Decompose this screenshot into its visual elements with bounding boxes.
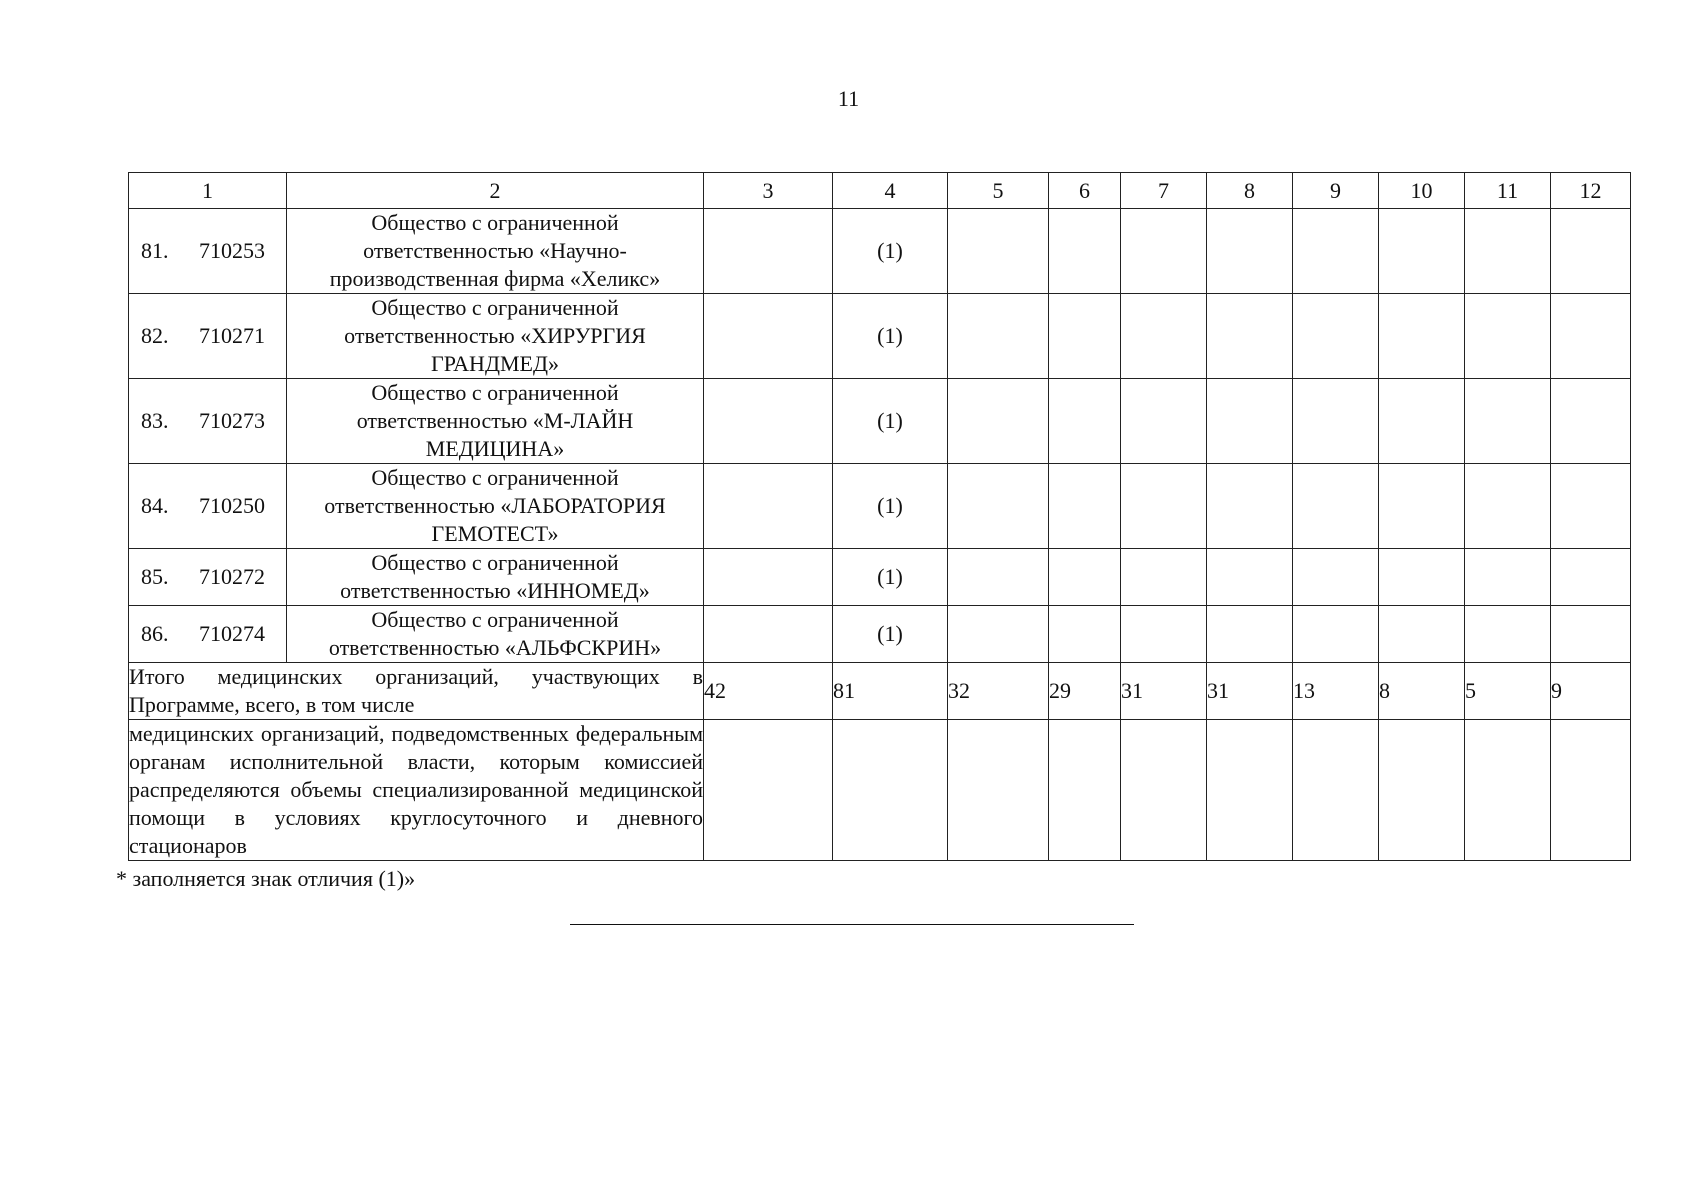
row-id-cell bbox=[129, 464, 287, 549]
column-number: 4 bbox=[833, 173, 948, 209]
subtotal-label: медицинских организаций, подведомственных федеральным органам исполнительной власти, которым комиссией распределяются объемы специализированной медицинской помощи в условиях круглосуточного и дневного стационаров bbox=[129, 720, 704, 861]
column-number: 9 bbox=[1293, 173, 1379, 209]
column-number: 1 bbox=[129, 173, 287, 209]
total-value: 81 bbox=[833, 663, 948, 720]
row-number: 85. bbox=[141, 564, 169, 589]
row-id-cell bbox=[129, 294, 287, 379]
total-value: 9 bbox=[1551, 663, 1631, 720]
row-number: 86. bbox=[141, 621, 169, 646]
table-row bbox=[129, 379, 1631, 464]
column-number: 10 bbox=[1379, 173, 1465, 209]
distinction-mark: (1) bbox=[833, 379, 948, 464]
organization-code: 710250 bbox=[199, 493, 265, 518]
distinction-mark: (1) bbox=[833, 606, 948, 663]
total-value: 13 bbox=[1293, 663, 1379, 720]
row-id-cell bbox=[129, 209, 287, 294]
column-number: 7 bbox=[1121, 173, 1207, 209]
organization-name: Общество с ограниченной ответственностью «ЛАБОРАТОРИЯ ГЕМОТЕСТ» bbox=[287, 464, 704, 549]
subtotal-row bbox=[129, 720, 1631, 861]
total-value: 31 bbox=[1121, 663, 1207, 720]
row-number: 82. bbox=[141, 323, 169, 348]
total-label: Итого медицинских организаций, участвующих в Программе, всего, в том числе bbox=[129, 663, 704, 720]
table-row bbox=[129, 464, 1631, 549]
table-row bbox=[129, 549, 1631, 606]
organization-code: 710272 bbox=[199, 564, 265, 589]
page-number: 11 bbox=[837, 86, 860, 111]
organization-code: 710273 bbox=[199, 408, 265, 433]
column-number: 11 bbox=[1465, 173, 1551, 209]
organization-name: Общество с ограниченной ответственностью «ИННОМЕД» bbox=[287, 549, 704, 606]
row-id-cell bbox=[129, 606, 287, 663]
organizations-table bbox=[128, 172, 1631, 861]
end-divider bbox=[570, 924, 1134, 925]
organization-name: Общество с ограниченной ответственностью «Научно-производственная фирма «Хеликс» bbox=[287, 209, 704, 294]
organization-code: 710274 bbox=[199, 621, 265, 646]
column-number-row bbox=[129, 173, 1631, 209]
distinction-mark: (1) bbox=[833, 294, 948, 379]
total-value: 29 bbox=[1049, 663, 1121, 720]
column-number: 3 bbox=[704, 173, 833, 209]
footnote: * заполняется знак отличия (1)» bbox=[116, 866, 416, 891]
column-number: 6 bbox=[1049, 173, 1121, 209]
row-number: 83. bbox=[141, 408, 169, 433]
total-row bbox=[129, 663, 1631, 720]
organization-name: Общество с ограниченной ответственностью «АЛЬФСКРИН» bbox=[287, 606, 704, 663]
total-value: 32 bbox=[948, 663, 1049, 720]
table-row bbox=[129, 209, 1631, 294]
column-number: 12 bbox=[1551, 173, 1631, 209]
total-value: 8 bbox=[1379, 663, 1465, 720]
row-id-cell bbox=[129, 549, 287, 606]
column-number: 8 bbox=[1207, 173, 1293, 209]
distinction-mark: (1) bbox=[833, 209, 948, 294]
row-number: 81. bbox=[141, 238, 169, 263]
distinction-mark: (1) bbox=[833, 549, 948, 606]
organization-code: 710271 bbox=[199, 323, 265, 348]
organization-name: Общество с ограниченной ответственностью «М-ЛАЙН МЕДИЦИНА» bbox=[287, 379, 704, 464]
total-value: 31 bbox=[1207, 663, 1293, 720]
table-row bbox=[129, 606, 1631, 663]
organization-name: Общество с ограниченной ответственностью «ХИРУРГИЯ ГРАНДМЕД» bbox=[287, 294, 704, 379]
total-value: 5 bbox=[1465, 663, 1551, 720]
total-value: 42 bbox=[704, 663, 833, 720]
organization-code: 710253 bbox=[199, 238, 265, 263]
row-id-cell bbox=[129, 379, 287, 464]
column-number: 2 bbox=[287, 173, 704, 209]
column-number: 5 bbox=[948, 173, 1049, 209]
row-number: 84. bbox=[141, 493, 169, 518]
table-row bbox=[129, 294, 1631, 379]
distinction-mark: (1) bbox=[833, 464, 948, 549]
